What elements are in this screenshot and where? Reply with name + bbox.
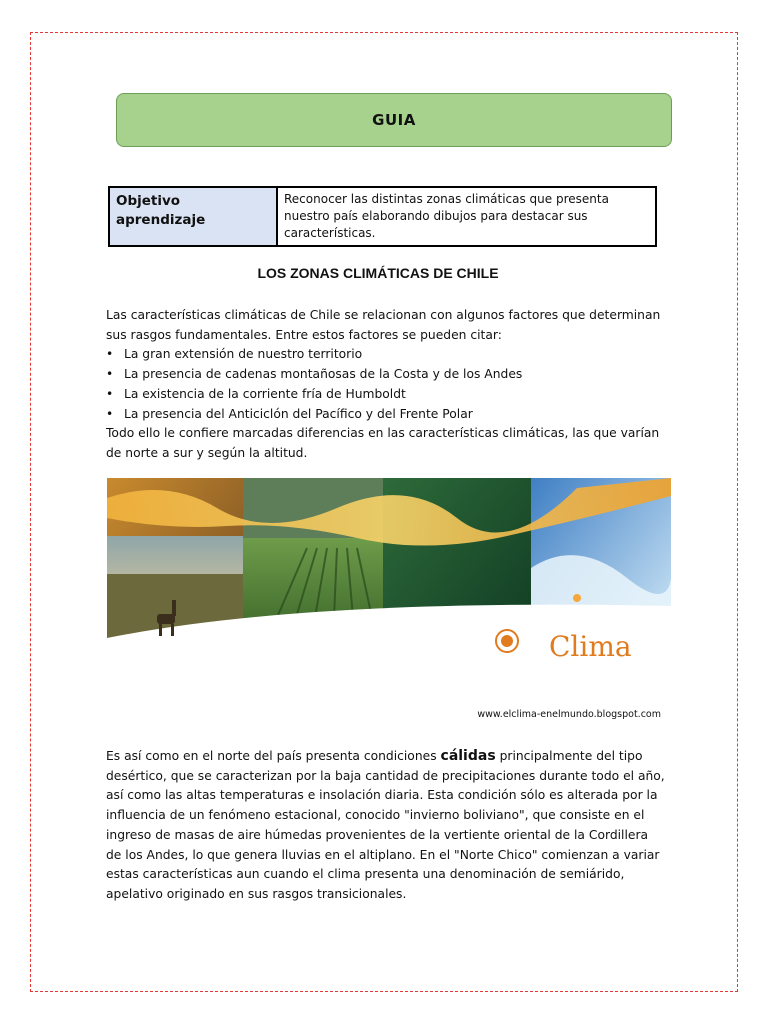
clima-logo-text: Clima xyxy=(549,630,632,663)
closing-paragraph xyxy=(106,747,666,905)
section-title: LOS ZONAS CLIMÁTICAS DE CHILE xyxy=(257,265,499,281)
intro-closing: Todo ello le confiere marcadas diferencias en las características climáticas, las que varían de norte a sur y según la altitud. xyxy=(106,426,660,460)
factor-item: • La presencia del Anticiclón del Pacífico y del Frente Polar xyxy=(106,405,666,425)
objective-label-line2: aprendizaje xyxy=(116,212,206,228)
climate-collage-image xyxy=(107,478,671,664)
factor-item: • La existencia de la corriente fría de Humboldt xyxy=(106,385,666,405)
objective-label-cell xyxy=(109,187,277,246)
factor-item: • La presencia de cadenas montañosas de la Costa y de los Andes xyxy=(106,365,666,385)
factor-item: • La gran extensión de nuestro territorio xyxy=(106,345,666,365)
intro-block xyxy=(106,306,666,464)
image-source-caption: www.elclima-enelmundo.blogspot.com xyxy=(477,709,661,720)
objective-text: Reconocer las distintas zonas climáticas que presenta nuestro país elaborando dibujos para destacar sus características. xyxy=(277,187,656,246)
banner-title: GUIA xyxy=(372,111,416,129)
intro-lead: Las características climáticas de Chile se relacionan con algunos factores que determinan sus rasgos fundamentales. Entre estos factores se pueden citar: xyxy=(106,308,661,342)
guia-banner xyxy=(116,93,672,147)
factor-list xyxy=(106,345,666,424)
paragraph-start: Es así como en el norte del país presenta condiciones xyxy=(106,749,441,763)
objective-label-line1: Objetivo xyxy=(116,193,181,209)
objective-table xyxy=(108,186,657,247)
paragraph-rest: principalmente del tipo desértico, que se caracterizan por la baja cantidad de precipitaciones durante todo el año, así como las altas temperaturas e insolación diaria. Esta condición sólo es alterada por la influencia de un fenómeno estacional, conocido "invierno boliviano", que consiste en el ingreso de masas de aire húmedas provenientes de la vertiente oriental de la Cordillera de los Andes, lo que genera lluvias en el altiplano. En el "Norte Chico" comienzan a variar estas características aun cuando el clima presenta una denominación de semiárido, apelativo originado en sus rasgos transicionales. xyxy=(106,749,665,901)
emphasis-word: cálidas xyxy=(440,748,496,764)
